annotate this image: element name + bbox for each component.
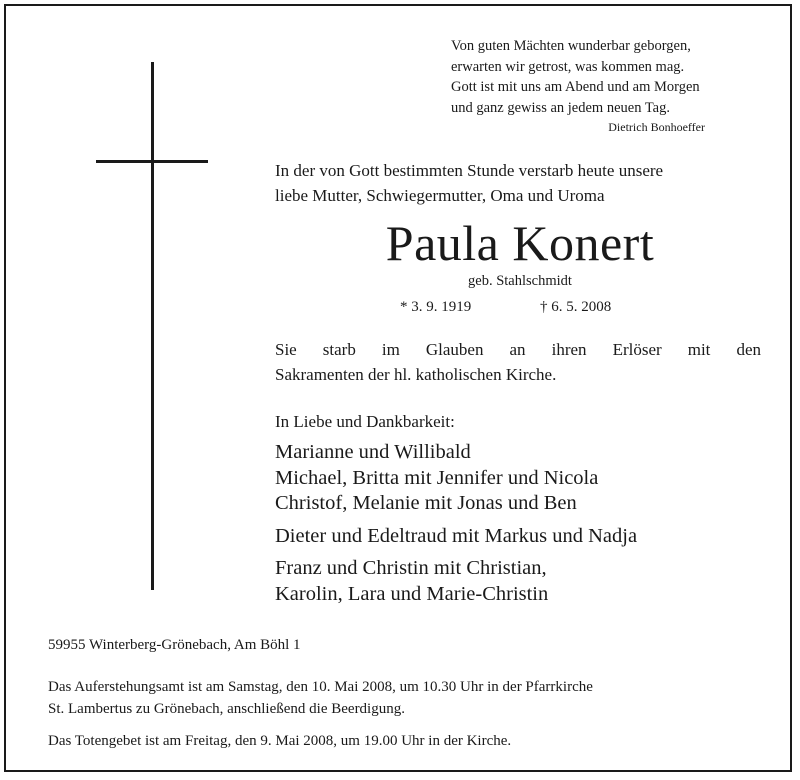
faith-word: den [736, 340, 761, 359]
cross-icon [96, 62, 208, 590]
mourner-line: Michael, Britta mit Jennifer und Nicola [275, 466, 599, 489]
mourner-line: Franz und Christin mit Christian, [275, 557, 547, 579]
deceased-name: Paula Konert [385, 215, 655, 271]
faith-word: starb [322, 340, 356, 359]
funeral-mass-info [48, 676, 768, 720]
mourner-line: Christof, Melanie mit Jonas und Ben [275, 492, 577, 514]
cross-horizontal-bar [96, 160, 208, 163]
intro-line: In der von Gott bestimmten Stunde verstarb heute unsere [275, 161, 664, 180]
mourner-line: Marianne und Willibald [275, 441, 471, 463]
faith-word: Sie [275, 340, 297, 359]
wake-prayer-info: Das Totengebet ist am Freitag, den 9. Mai 2008, um 19.00 Uhr in der Kirche. [48, 733, 512, 749]
funeral-line: Das Auferstehungsamt ist am Samstag, den 10. Mai 2008, um 10.30 Uhr in der Pfarrkirche [48, 679, 593, 695]
poem-line: erwarten wir getrost, was kommen mag. [451, 58, 685, 75]
mourner-line: Karolin, Lara und Marie-Christin [275, 582, 549, 605]
faith-word: Glauben [425, 340, 484, 359]
poem-author: Dietrich Bonhoeffer [608, 120, 705, 134]
thanks-heading: In Liebe und Dankbarkeit: [275, 412, 455, 431]
faith-statement [275, 337, 761, 387]
faith-word: ihren [551, 340, 587, 359]
poem-line: Von guten Mächten wunderbar geborgen, [451, 38, 691, 54]
cross-vertical-bar [151, 62, 154, 590]
funeral-line: St. Lambertus zu Grönebach, anschließend die Beerdigung. [48, 701, 405, 717]
faith-word: im [381, 340, 400, 359]
faith-line: Sakramenten der hl. katholischen Kirche. [275, 365, 557, 384]
mourners-list [275, 440, 775, 607]
poem-line: Gott ist mit uns am Abend und am Morgen [451, 79, 700, 95]
faith-word: an [509, 340, 526, 359]
faith-line-justified [275, 337, 761, 362]
birth-date: * 3. 9. 1919 [400, 299, 472, 315]
faith-word: Erlöser [612, 340, 662, 359]
bonhoeffer-poem [451, 36, 761, 136]
faith-word: mit [687, 340, 711, 359]
death-announcement [275, 158, 765, 208]
mourner-line: Dieter und Edeltraud mit Markus und Nadja [275, 524, 638, 547]
intro-line: liebe Mutter, Schwiegermutter, Oma und Uroma [275, 186, 605, 205]
birth-name: geb. Stahlschmidt [468, 273, 572, 289]
death-date: † 6. 5. 2008 [540, 299, 612, 315]
poem-line: und ganz gewiss an jedem neuen Tag. [451, 99, 670, 116]
family-address: 59955 Winterberg-Grönebach, Am Böhl 1 [48, 637, 301, 653]
